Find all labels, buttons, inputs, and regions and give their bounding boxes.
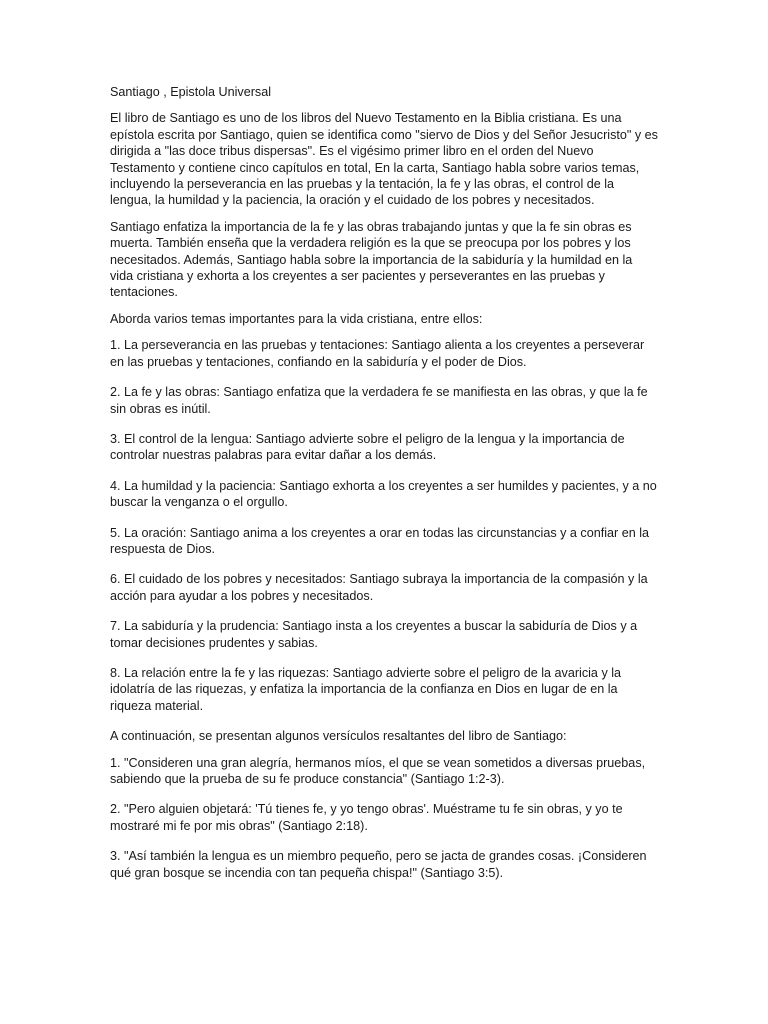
- intro-paragraph-1: El libro de Santiago es uno de los libros del Nuevo Testamento en la Biblia cristiana. Es una epístola escrita por Santiago, quien se identifica como "siervo de Dios y del Señor Jesucristo" y es dirigida a "las doce tribus dispersas". Es el vigésimo primer libro en el orden del Nuevo Testamento y contiene cinco capítulos en total, En la carta, Santiago habla sobre varios temas, incluyendo la perseverancia en las pruebas y la tentación, la fe y las obras, el control de la lengua, la humildad y la paciencia, la oración y el cuidado de los pobres y necesitados.: [110, 111, 658, 208]
- document-page: [110, 84, 658, 895]
- themes-intro: Aborda varios temas importantes para la vida cristiana, entre ellos:: [110, 311, 483, 326]
- verse-item: 1. "Consideren una gran alegría, hermanos míos, el que se vean sometidos a diversas pruebas, sabiendo que la prueba de su fe produce constancia" (Santiago 1:2-3).: [110, 755, 646, 786]
- verse-item: 2. "Pero alguien objetará: 'Tú tienes fe, y yo tengo obras'. Muéstrame tu fe sin obras, y yo te mostraré mi fe por mis obras" (Santiago 2:18).: [110, 802, 623, 833]
- theme-item: 4. La humildad y la paciencia: Santiago exhorta a los creyentes a ser humildes y pacientes, y a no buscar la venganza o el orgullo.: [110, 478, 657, 510]
- theme-item: 6. El cuidado de los pobres y necesitados: Santiago subraya la importancia de la compasión y la acción para ayudar a los pobres y necesitados.: [110, 572, 648, 603]
- document-title: Santiago , Epistola Universal: [110, 85, 272, 99]
- theme-item: 1. La perseverancia en las pruebas y tentaciones: Santiago alienta a los creyentes a perseverar en las pruebas y tentaciones, confiando en la sabiduría y el poder de Dios.: [110, 338, 645, 369]
- theme-item: 7. La sabiduría y la prudencia: Santiago insta a los creyentes a buscar la sabiduría de Dios y a tomar decisiones prudentes y sabias.: [110, 619, 638, 650]
- intro-paragraph-2: Santiago enfatiza la importancia de la fe y las obras trabajando juntas y que la fe sin obras es muerta. También enseña que la verdadera religión es la que se preocupa por los pobres y los necesitados. Además, Santiago habla sobre la importancia de la sabiduría y la humildad en la vida cristiana y exhorta a los creyentes a ser pacientes y perseverantes en las pruebas y tentaciones.: [110, 219, 633, 300]
- theme-item: 8. La relación entre la fe y las riquezas: Santiago advierte sobre el peligro de la avaricia y la idolatría de las riquezas, y enfatiza la importancia de la confianza en Dios en lugar de en la riqueza material.: [110, 665, 622, 713]
- theme-item: 2. La fe y las obras: Santiago enfatiza que la verdadera fe se manifiesta en las obras, y que la fe sin obras es inútil.: [110, 385, 648, 416]
- verses-intro: A continuación, se presentan algunos versículos resaltantes del libro de Santiago:: [110, 729, 567, 744]
- theme-item: 3. El control de la lengua: Santiago advierte sobre el peligro de la lengua y la importancia de controlar nuestras palabras para evitar dañar a los demás.: [110, 431, 625, 463]
- theme-item: 5. La oración: Santiago anima a los creyentes a orar en todas las circunstancias y a confiar en la respuesta de Dios.: [110, 525, 650, 556]
- verse-item: 3. "Así también la lengua es un miembro pequeño, pero se jacta de grandes cosas. ¡Consideren qué gran bosque se incendia con tan pequeña chispa!" (Santiago 3:5).: [110, 849, 647, 880]
